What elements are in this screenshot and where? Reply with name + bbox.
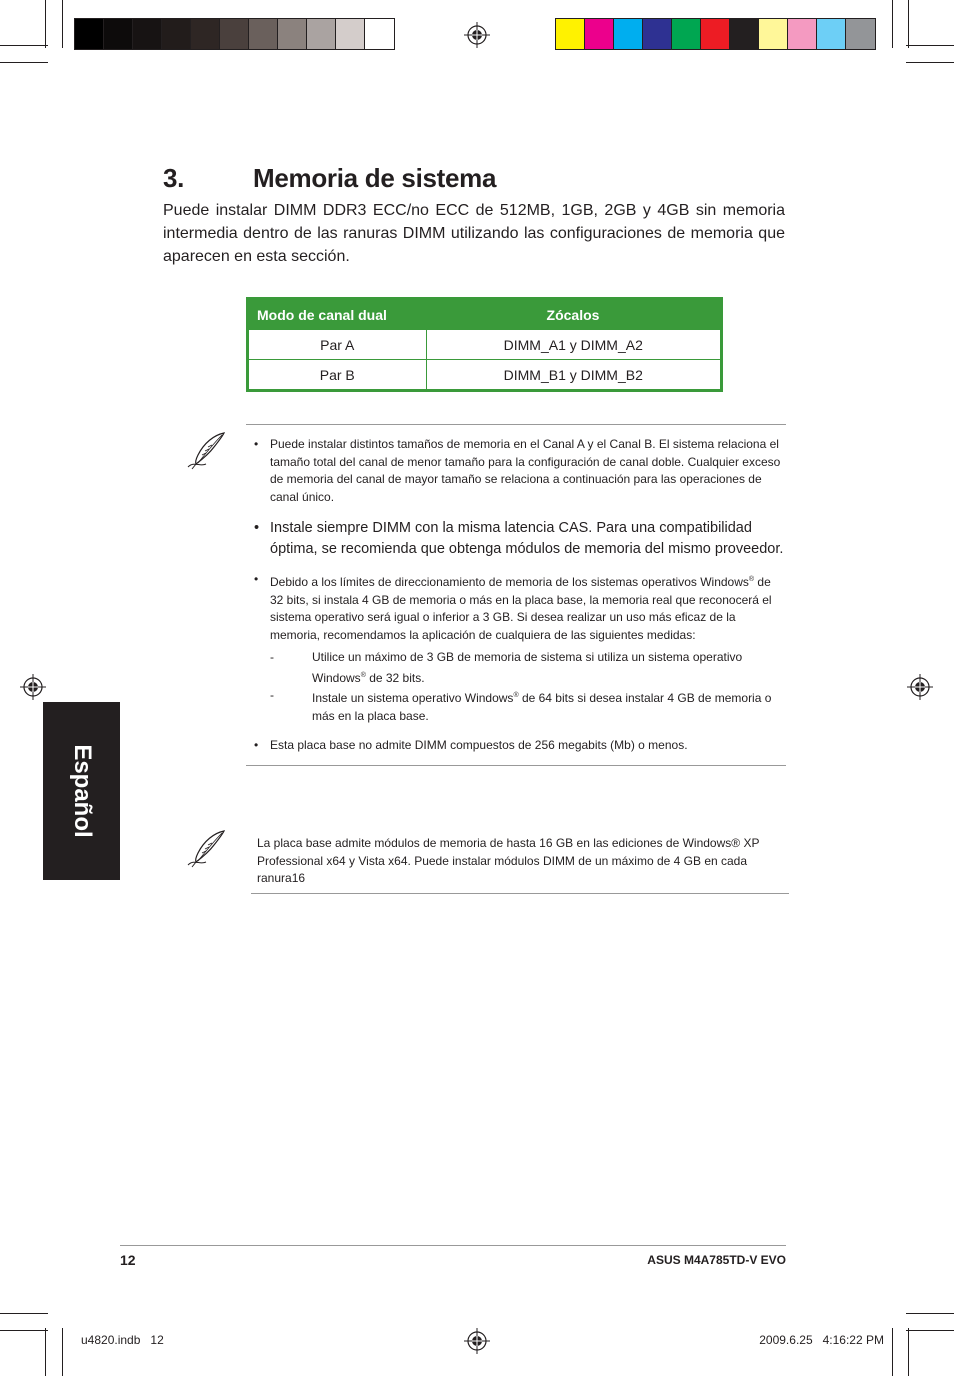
note-text: Puede instalar distintos tamaños de memoria en el Canal A y el Canal B. El sistema relaciona el tamaño total del canal de menor tamaño para la configuración de canal doble. Cualquier exceso de memoria del canal de mayor tamaño se relaciona a continuación para las operaciones de canal único. (270, 437, 781, 504)
note-feather-pen-icon (186, 431, 228, 471)
color-swatch (788, 19, 817, 49)
section-title (163, 163, 496, 194)
process-color-bar (555, 18, 876, 50)
table-cell: DIMM_B1 y DIMM_B2 (426, 360, 722, 391)
crop-mark (906, 1330, 954, 1331)
crop-mark (906, 62, 954, 63)
note-text: Debido a los límites de direccionamiento de memoria de los sistemas operativos Windows (270, 575, 749, 589)
registration-mark-icon (464, 1328, 490, 1354)
table-cell: Par A (248, 330, 427, 360)
sub-text: de 64 bits si desea instalar 4 GB de memoria o más en la placa base. (312, 691, 772, 723)
crop-mark (908, 1328, 909, 1376)
color-swatch (846, 19, 875, 49)
registered-mark: ® (360, 671, 366, 679)
color-swatch (643, 19, 672, 49)
note-item (246, 571, 786, 725)
registration-mark-icon (464, 22, 490, 48)
sub-text: de 32 bits. (365, 670, 425, 685)
color-swatch (278, 19, 307, 49)
note-text: La placa base admite módulos de memoria de hasta 16 GB en las ediciones de Windows® XP Professional x64 y Vista x64. Puede instalar módulos DIMM de un máximo de 4 GB en cada ranura16 (257, 836, 760, 885)
dash: - (270, 688, 274, 702)
section-title-text: Memoria de sistema (253, 163, 497, 193)
color-swatch (556, 19, 585, 49)
color-swatch (162, 19, 191, 49)
sub-item (270, 649, 786, 687)
sub-item (270, 687, 786, 725)
crop-mark (0, 45, 48, 46)
crop-mark (62, 1328, 63, 1376)
color-swatch (730, 19, 759, 49)
crop-mark (0, 1330, 48, 1331)
note-item (246, 518, 786, 560)
slug-date: 2009.6.25 4:16:22 PM (759, 1333, 884, 1347)
section-number: 3. (163, 163, 185, 193)
crop-mark (892, 1328, 893, 1376)
dash: - (270, 650, 274, 664)
grayscale-color-bar (74, 18, 395, 50)
color-swatch (220, 19, 249, 49)
crop-mark (892, 0, 893, 48)
color-swatch (336, 19, 365, 49)
color-swatch (701, 19, 730, 49)
bullet: • (254, 437, 259, 451)
color-swatch (759, 19, 788, 49)
registration-mark-icon (907, 674, 933, 700)
registered-mark: ® (513, 692, 519, 699)
color-swatch (191, 19, 220, 49)
crop-mark (0, 62, 48, 63)
color-swatch (133, 19, 162, 49)
table-header: Modo de canal dual (248, 299, 427, 330)
table-header: Zócalos (426, 299, 722, 330)
table-header-row (248, 299, 722, 330)
intro-paragraph: Puede instalar DIMM DDR3 ECC/no ECC de 512MB, 1GB, 2GB y 4GB sin memoria intermedia dentro de las ranuras DIMM utilizando las configuraciones de memoria que aparecen en esta sección. (163, 202, 785, 265)
crop-mark (0, 1313, 48, 1314)
notes-box (246, 424, 786, 766)
color-swatch (249, 19, 278, 49)
bullet: • (254, 738, 259, 752)
note-feather-pen-icon (186, 829, 228, 869)
crop-mark (908, 0, 909, 48)
bullet: • (254, 520, 260, 536)
slug-file: u4820.indb 12 (81, 1333, 164, 1347)
crop-mark (906, 1313, 954, 1314)
note-item (246, 436, 786, 506)
color-swatch (585, 19, 614, 49)
color-swatch (817, 19, 846, 49)
table-cell: DIMM_A1 y DIMM_A2 (426, 330, 722, 360)
note-box-2 (251, 826, 789, 894)
color-swatch (365, 19, 394, 49)
side-tab-label: Español (68, 744, 96, 838)
color-swatch (307, 19, 336, 49)
sub-text: Utilice un máximo de 3 GB de memoria de sistema si utiliza un sistema operativo Windows (312, 650, 743, 685)
registered-mark: ® (748, 576, 755, 583)
note-text: Instale siempre DIMM con la misma latencia CAS. Para una compatibilidad óptima, se recomienda que obtenga módulos de memoria del mismo proveedor. (270, 520, 784, 557)
table-cell: Par B (248, 360, 427, 391)
note-item (246, 737, 786, 755)
page-number: 12 (120, 1252, 136, 1268)
footer-rule (120, 1245, 786, 1246)
crop-mark (45, 1328, 46, 1376)
color-swatch (75, 19, 104, 49)
note-text: de 32 bits, si instala 4 GB de memoria o más en la placa base, la memoria real que reconocerá el sistema operativo será igual o inferior a 3 GB. Si desea realizar un uso más eficaz de la memoria, recomendamos la aplicación de cualquiera de las siguientes medidas: (270, 575, 772, 642)
sub-text: Instale un sistema operativo Windows (312, 691, 514, 705)
memory-config-table (246, 297, 723, 392)
table-row (248, 330, 722, 360)
table-row (248, 360, 722, 391)
product-name: ASUS M4A785TD-V EVO (647, 1253, 786, 1267)
registration-mark-icon (20, 674, 46, 700)
note-text: Esta placa base no admite DIMM compuestos de 256 megabits (Mb) o menos. (270, 738, 688, 752)
language-side-tab (43, 702, 120, 880)
color-swatch (672, 19, 701, 49)
bullet: • (254, 572, 259, 586)
color-swatch (104, 19, 133, 49)
color-swatch (614, 19, 643, 49)
crop-mark (906, 45, 954, 46)
crop-mark (62, 0, 63, 48)
crop-mark (45, 0, 46, 48)
